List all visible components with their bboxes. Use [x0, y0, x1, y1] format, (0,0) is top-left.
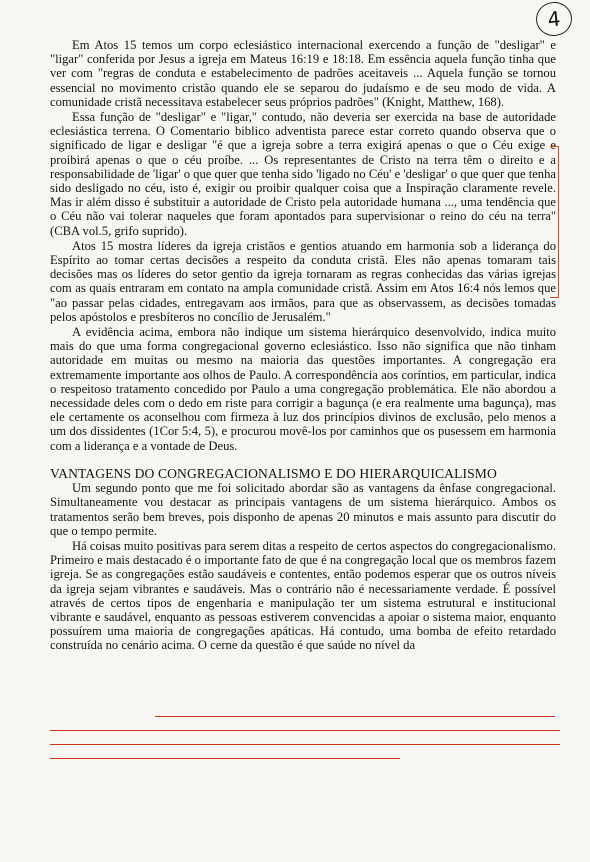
underline-mark [50, 758, 400, 759]
paragraph-2: Essa função de "desligar" e "ligar," contudo, não deveria ser exercida na base de autoridade eclesiástica terrena. O Comentario biblico adventista parece estar correto quando observa que o significado de ligar e desligar "é que a igreja sobre a terra exigirá apenas o que o Céu exige e proibirá apenas o que o céu proíbe. ... Os representantes de Cristo na terra têm o direito e a responsabilidade de 'ligar' o que quer que tenha sido 'ligado no Céu' e 'desligar' o que quer que tenha sido desligado no céu, isto é, exigir ou proibir qualquer coisa que a Inspiração claramente revele. Mas ir além disso é substituir a autoridade de Cristo pela autoridade humana ..., uma tendência que o Céu não vai tolerar naqueles que foram apontados para supervisionar o reino do céu na terra" (CBA vol.5, grifo suprido). [50, 110, 556, 238]
paragraph-3: Atos 15 mostra líderes da igreja cristãos e gentios atuando em harmonia sob a liderança do Espírito ao tomar certas decisões a respeito da conduta cristã. Eles não apenas tomaram tais decisões mas os líderes do setor gentio da igreja tornaram as regras conhecidas das várias igrejas com as quais entraram em contato na ampla comunidade cristã. Assim em Atos 16:4 nós lemos que "ao passar pelas cidades, entregavam aos irmãos, para que as observassem, as decisões tomadas pelos apóstolos e presbíteros no concílio de Jerusalém." [50, 238, 556, 324]
section-heading: VANTAGENS DO CONGREGACIONALISMO E DO HIERARQUICALISMO [50, 465, 497, 481]
page-number: 4 [534, 0, 573, 38]
paragraph-6: Há coisas muito positivas para serem ditas a respeito de certos aspectos do congregacionalismo. Primeiro e mais destacado é o importante fato de que é na congregação local que os membros fazem igreja. Se as congregações estão saudáveis e contentes, então podemos esperar que os outros níveis da igreja sejam vibrantes e saudáveis. Mas o contrário não é necessariamente verdade. É possível através de certos tipos de engenharia e manipulação ter um sistema estrutural e institucional vibrante e saudável, enquanto as pessoas estiverem convencidas a apoiar o sistema maior, enquanto possuírem uma maioria de congregações apáticas. Há contudo, uma bomba de efeito retardado construída no cenário acima. O cerne da questão é que saúde no nível da [50, 538, 556, 653]
body-text [50, 38, 556, 654]
margin-bracket-mark [550, 146, 559, 298]
paragraph-1: Em Atos 15 temos um corpo eclesiástico internacional exercendo a função de "desligar" e "ligar" conferida por Jesus a igreja em Mateus 16:19 e 18:18. Em essência aquela função tinha que ver com "regras de conduta e estabelecimento de padrões aceitaveis ... Aquela função se tornou essencial no movimento cristão quando ele se separou do judaísmo e de seu modo de vida. A comunidade cristã necessitava estabelecer seus próprios padrões" (Knight, Matthew, 168). [50, 38, 556, 109]
paragraph-5: Um segundo ponto que me foi solicitado abordar são as vantagens da ênfase congregacional. Simultaneamente vou destacar as principais vantagens de um sistema hierárquico. Ambos os tratamentos serão bem breves, pois disponho de apenas 20 minutos e mais assunto para discutir do que o tempo permite. [50, 481, 556, 538]
underline-mark [50, 730, 560, 731]
underline-mark [155, 716, 555, 717]
underline-mark [50, 744, 560, 745]
paragraph-4: A evidência acima, embora não indique um sistema hierárquico desenvolvido, indica muito mais do que uma forma congregacional governo eclesiástico. Isso não significa que não tinham autoridade em muitas ou mesmo na maioria das questões importantes. A congregação era extremamente importante aos olhos de Paulo. A correspondência aos coríntios, em particular, indica o respeitoso tratamento concedido por Paulo a uma congregação problemática. Ele não abordou a necessidade deles com o dedo em riste para corrigir a bagunça (e era realmente uma bagunça), mas ele certamente os aconselhou com firmeza à luz dos princípios divinos de exclusão, pelo menos a um dos dissidentes (1Cor 5:4, 5), e procurou movê-los por caminhos que os pusessem em harmonia com a liderança e a vontade de Deus. [50, 325, 556, 453]
